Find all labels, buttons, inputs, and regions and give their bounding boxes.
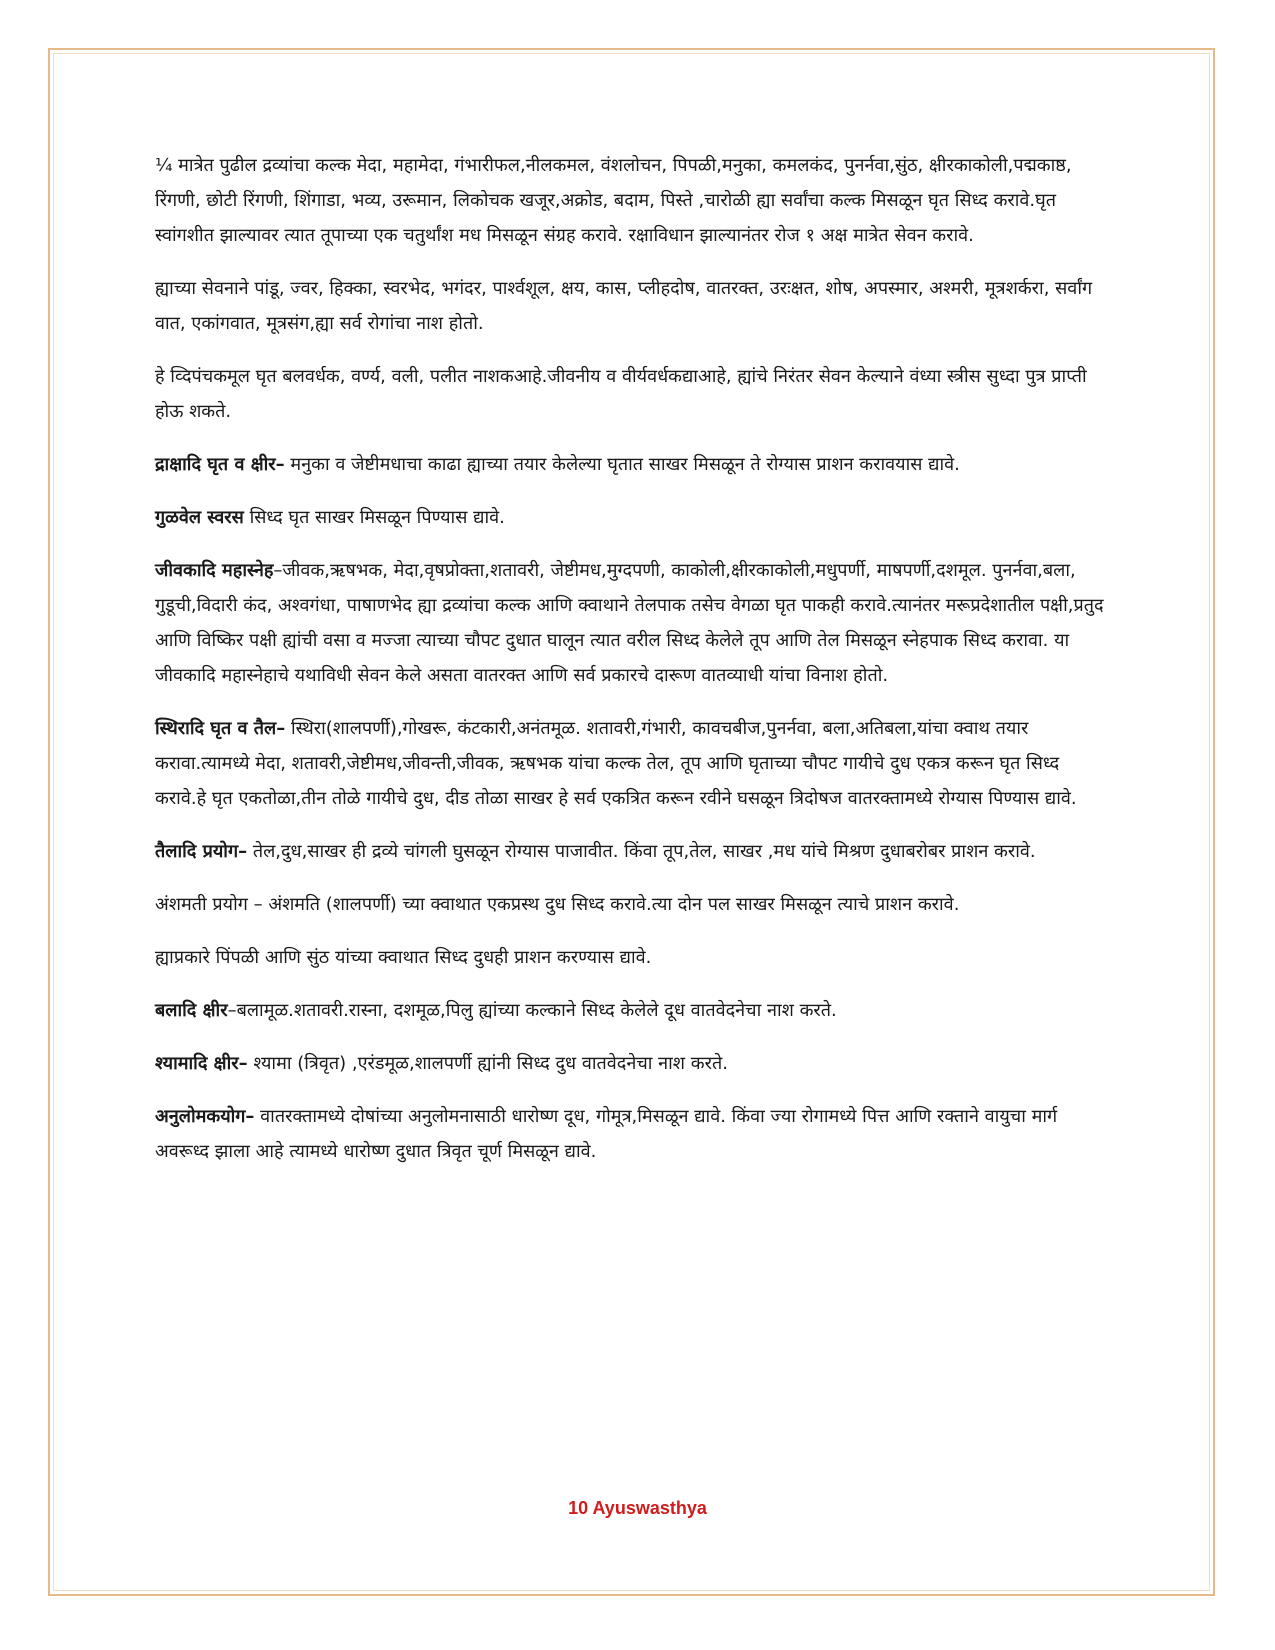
paragraph-drakshadi (155, 447, 1115, 482)
paragraph-pimpali (155, 940, 1115, 975)
paragraph-heading: स्थिरादि घृत व तैल– (155, 718, 286, 739)
paragraph-jeevakadi (155, 553, 1115, 693)
paragraph-dosage (155, 148, 1115, 253)
document-body (155, 148, 1115, 1187)
paragraph-text: –जीवक,ऋषभक, मेदा,वृषप्रोक्ता,शतावरी, जेष्टीमध,मुग्दपणी, काकोली,क्षीरकाकोली,मधुपर्णी, माषपर्णी,दशमूल. पुनर्नवा,बला, गुडूची,विदारी कंद, अश्वगंधा, पाषाणभेद ह्या द्रव्यांचा कल्क आणि क्वाथाने तेलपाक तसेच वेगळा घृत पाकही करावे.त्यानंतर मरूप्रदेशातील पक्षी,प्रतुद आणि विष्किर पक्षी ह्यांची वसा व मज्जा त्याच्या चौपट दुधात घालून त्यात वरील सिध्द केलेले तूप आणि तेल मिसळून स्नेहपाक सिध्द करावा. या जीवकादि महास्नेहाचे यथाविधी सेवन केले असता वातरक्त आणि सर्व प्रकारचे दारूण वातव्याधी यांचा विनाश होतो. (155, 560, 1104, 686)
paragraph-baladi (155, 993, 1115, 1028)
paragraph-text: सिध्द घृत साखर मिसळून पिण्यास द्यावे. (243, 507, 505, 528)
paragraph-text: तेल,दुध,साखर ही द्रव्ये चांगली घुसळून रोग्यास पाजावीत. किंवा तूप,तेल, साखर ,मध यांचे मिश्रण दुधाबरोबर प्राशन करावे. (247, 841, 1036, 862)
paragraph-heading: जीवकादि महास्नेह (155, 560, 274, 581)
paragraph-heading: द्राक्षादि घृत व क्षीर– (155, 454, 285, 475)
paragraph-benefits (155, 271, 1115, 341)
paragraph-gulvel (155, 500, 1115, 535)
paragraph-dvipanchamool (155, 359, 1115, 429)
paragraph-text: वातरक्तामध्ये दोषांच्या अनुलोमनासाठी धारोष्ण दूध, गोमूत्र,मिसळून द्यावे. किंवा ज्या रोगामध्ये पित्त आणि रक्ताने वायुचा मार्ग अवरूध्द झाला आहे त्यामध्ये धारोष्ण दुधात त्रिवृत चूर्ण मिसळून द्यावे. (155, 1106, 1058, 1162)
paragraph-text: ह्याच्या सेवनाने पांडू, ज्वर, हिक्का, स्वरभेद, भगंदर, पार्श्वशूल, क्षय, कास, प्लीहदोष, वातरक्त, उरःक्षत, शोष, अपस्मार, अश्मरी, मूत्रशर्करा, सर्वांग वात, एकांगवात, मूत्रसंग,ह्या सर्व रोगांचा नाश होतो. (155, 278, 1093, 334)
paragraph-anulomak (155, 1099, 1115, 1169)
paragraph-heading: गुळवेल स्वरस (155, 507, 244, 528)
paragraph-text: मनुका व जेष्टीमधाचा काढा ह्याच्या तयार केलेल्या घृतात साखर मिसळून ते रोग्यास प्राशन करावयास द्यावे. (284, 454, 960, 475)
paragraph-text: ह्याप्रकारे पिंपळी आणि सुंठ यांच्या क्वाथात सिध्द दुधही प्राशन करण्यास द्यावे. (155, 947, 652, 968)
paragraph-text: ¼ मात्रेत पुढील द्रव्यांचा कल्क मेदा, महामेदा, गंभारीफल,नीलकमल, वंशलोचन, पिपळी,मनुका, कमलकंद, पुनर्नवा,सुंठ, क्षीरकाकोली,पद्मकाष्ठ, रिंगणी, छोटी रिंगणी, शिंगाडा, भव्य, उरूमान, लिकोचक खजूर,अक्रोड, बदाम, पिस्ते ,चारोळी ह्या सर्वांचा कल्क मिसळून घृत सिध्द करावे.घृत स्वांगशीत झाल्यावर त्यात तूपाच्या एक चतुर्थांश मध मिसळून संग्रह करावे. रक्षाविधान झाल्यानंतर रोज १ अक्ष मात्रेत सेवन करावे. (155, 155, 1072, 246)
paragraph-anshamati (155, 887, 1115, 922)
paragraph-heading: बलादि क्षीर (155, 1000, 228, 1021)
paragraph-text: श्यामा (त्रिवृत) ,एरंडमूळ,शालपर्णी ह्यांनी सिध्द दुध वातवेदनेचा नाश करते. (247, 1053, 728, 1074)
paragraph-shyamadi (155, 1046, 1115, 1081)
paragraph-text: स्थिरा(शालपर्णी),गोखरू, कंटकारी,अनंतमूळ. शतावरी,गंभारी, कावचबीज,पुनर्नवा, बला,अतिबला,यांचा क्वाथ तयार करावा.त्यामध्ये मेदा, शतावरी,जेष्टीमध,जीवन्ती,जीवक, ऋषभक यांचा कल्क तेल, तूप आणि घृताच्या चौपट गायीचे दुध एकत्र करून घृत सिध्द करावे.हे घृत एकतोळा,तीन तोळे गायीचे दुध, दीड तोळा साखर हे सर्व एकत्रित करून रवीने घसळून त्रिदोषज वातरक्तामध्ये रोग्यास पिण्यास द्यावे. (155, 718, 1077, 809)
paragraph-text: हे व्दिपंचकमूल घृत बलवर्धक, वर्ण्य, वली, पलीत नाशकआहे.जीवनीय व वीर्यवर्धकद्याआहे, ह्यांचे निरंतर सेवन केल्याने वंध्या स्त्रीस सुध्दा पुत्र प्राप्ती होऊ शकते. (155, 366, 1087, 422)
paragraph-text: –बलामूळ.शतावरी.रास्ना, दशमूळ,पिलु ह्यांच्या कल्काने सिध्द केलेले दूध वातवेदनेचा नाश करते. (227, 1000, 837, 1021)
paragraph-text: अंशमती प्रयोग – अंशमति (शालपर्णी) च्या क्वाथात एकप्रस्थ दुध सिध्द करावे.त्या दोन पल साखर मिसळून त्याचे प्राशन करावे. (155, 894, 960, 915)
paragraph-sthiradi (155, 711, 1115, 816)
paragraph-heading: अनुलोमकयोग– (155, 1106, 255, 1127)
paragraph-heading: तैलादि प्रयोग– (155, 841, 248, 862)
paragraph-heading: श्यामादि क्षीर– (155, 1053, 248, 1074)
page-footer: 10 Ayuswasthya (568, 1498, 707, 1518)
paragraph-tailadi (155, 834, 1115, 869)
